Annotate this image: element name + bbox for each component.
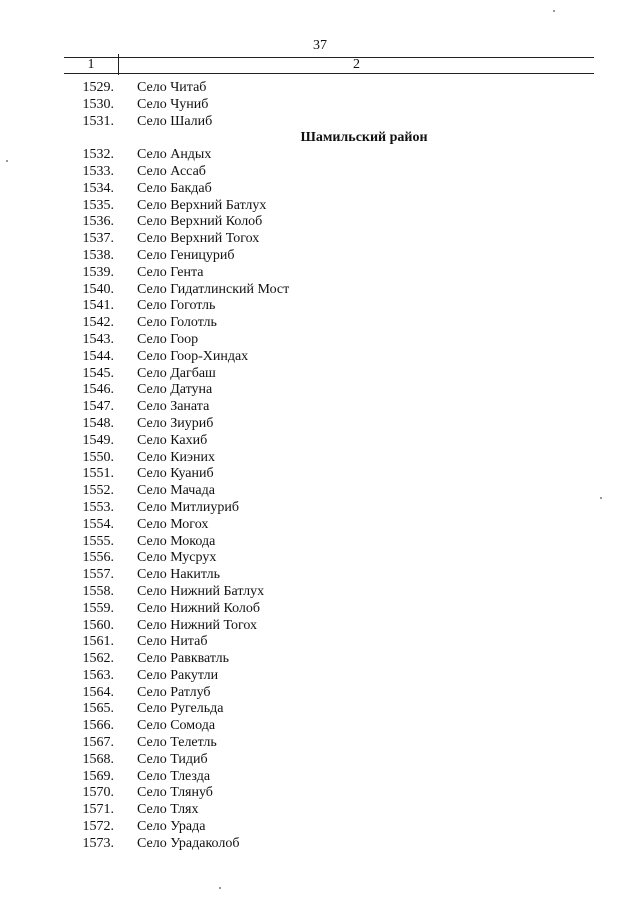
item-number: 1548. <box>82 415 114 431</box>
list-item <box>0 500 640 517</box>
page-number: 37 <box>313 38 327 53</box>
settlement-name: Село Андых <box>137 147 212 163</box>
settlement-name: Село Гоготль <box>137 298 216 314</box>
list-item <box>0 701 640 718</box>
item-number: 1545. <box>82 365 114 381</box>
settlement-name: Село Ракутли <box>137 667 219 683</box>
item-number: 1547. <box>82 399 114 415</box>
list-item <box>0 298 640 315</box>
settlement-name: Село Датуна <box>137 382 213 398</box>
settlement-name: Село Мусрух <box>137 550 217 566</box>
list-item <box>0 366 640 383</box>
list-item <box>0 80 640 97</box>
item-number: 1530. <box>82 96 114 112</box>
settlement-name: Село Нитаб <box>137 634 208 650</box>
list-item <box>0 349 640 366</box>
settlement-name: Село Заната <box>137 399 210 415</box>
list-item <box>0 181 640 198</box>
item-number: 1546. <box>82 382 114 398</box>
list-item <box>0 416 640 433</box>
item-number: 1553. <box>82 499 114 515</box>
item-number: 1537. <box>82 231 114 247</box>
item-number: 1559. <box>82 600 114 616</box>
settlement-name: Село Ругельда <box>137 701 224 717</box>
item-number: 1561. <box>82 634 114 650</box>
item-number: 1566. <box>82 718 114 734</box>
settlement-name: Село Читаб <box>137 80 207 95</box>
item-number: 1539. <box>82 264 114 280</box>
item-number: 1569. <box>82 768 114 784</box>
settlement-name: Село Бакдаб <box>137 180 212 196</box>
item-number: 1562. <box>82 651 114 667</box>
item-number: 1549. <box>82 432 114 448</box>
settlement-name: Село Нижний Колоб <box>137 600 261 616</box>
settlement-name: Село Телетль <box>137 735 217 751</box>
item-number: 1538. <box>82 247 114 263</box>
item-number: 1554. <box>82 516 114 532</box>
item-number: 1568. <box>82 751 114 767</box>
list-item <box>0 282 640 299</box>
settlement-name: Село Нижний Батлух <box>137 583 265 599</box>
list-item <box>0 97 640 114</box>
item-number: 1531. <box>82 113 114 129</box>
item-number: 1563. <box>82 667 114 683</box>
list-item <box>0 534 640 551</box>
list-item <box>0 315 640 332</box>
list-item <box>0 752 640 769</box>
list-item <box>0 567 640 584</box>
list-item <box>0 248 640 265</box>
settlement-name: Село Мачада <box>137 483 215 499</box>
settlement-name: Село Митлиуриб <box>137 499 240 515</box>
list-item <box>0 265 640 282</box>
item-number: 1573. <box>82 835 114 851</box>
list-item <box>0 399 640 416</box>
list-item <box>0 164 640 181</box>
settlement-name: Село Урада <box>137 819 206 835</box>
settlement-name: Село Верхний Батлух <box>137 197 267 213</box>
list-item <box>0 601 640 618</box>
list-item <box>0 332 640 349</box>
settlement-name: Село Голотль <box>137 315 217 331</box>
list-item <box>0 651 640 668</box>
settlement-name: Село Накитль <box>137 567 220 583</box>
item-number: 1552. <box>82 483 114 499</box>
item-number: 1534. <box>82 180 114 196</box>
item-number: 1555. <box>82 533 114 549</box>
list-item <box>0 584 640 601</box>
settlement-name: Село Чуниб <box>137 96 209 112</box>
settlement-name: Село Тлезда <box>137 768 211 784</box>
item-number: 1558. <box>82 583 114 599</box>
item-number: 1533. <box>82 163 114 179</box>
item-number: 1540. <box>82 281 114 297</box>
settlement-name: Село Нижний Тогох <box>137 617 258 633</box>
list-item <box>0 433 640 450</box>
settlement-name: Село Ассаб <box>137 163 206 179</box>
settlement-name: Село Геницуриб <box>137 247 235 263</box>
settlement-name: Село Куаниб <box>137 466 214 482</box>
item-number: 1570. <box>82 785 114 801</box>
settlement-name: Село Урадаколоб <box>137 835 240 851</box>
settlement-name: Село Равкватль <box>137 651 230 667</box>
list-item <box>0 198 640 215</box>
item-number: 1541. <box>82 298 114 314</box>
list-item <box>0 466 640 483</box>
list-item <box>0 785 640 802</box>
header-col-2: 2 <box>353 57 360 72</box>
list-item <box>0 114 640 131</box>
settlement-name: Село Тлянуб <box>137 785 213 801</box>
settlement-name: Село Киэних <box>137 449 216 465</box>
settlement-name: Село Шалиб <box>137 113 213 129</box>
item-number: 1560. <box>82 617 114 633</box>
settlement-name: Село Тидиб <box>137 751 208 767</box>
list-item <box>0 836 640 853</box>
item-number: 1556. <box>82 550 114 566</box>
list-item <box>0 231 640 248</box>
settlement-name: Село Ратлуб <box>137 684 211 700</box>
settlement-name: Село Мокода <box>137 533 216 549</box>
item-number: 1567. <box>82 735 114 751</box>
list-item <box>0 550 640 567</box>
item-number: 1532. <box>82 147 114 163</box>
item-number: 1572. <box>82 819 114 835</box>
item-number: 1529. <box>82 80 114 95</box>
item-number: 1535. <box>82 197 114 213</box>
settlement-name: Село Гоор <box>137 331 199 347</box>
list-item <box>0 618 640 635</box>
settlement-name: Село Гоор-Хиндах <box>137 348 249 364</box>
list-item <box>0 735 640 752</box>
list-item <box>0 769 640 786</box>
list-item <box>0 382 640 399</box>
settlement-list <box>0 80 640 853</box>
list-item <box>0 718 640 735</box>
settlement-name: Село Сомода <box>137 718 216 734</box>
settlement-name: Село Верхний Тогох <box>137 231 260 247</box>
settlement-name: Село Могох <box>137 516 209 532</box>
settlement-name: Село Зиуриб <box>137 415 214 431</box>
header-col-1: 1 <box>87 57 95 72</box>
settlement-name: Село Тлях <box>137 802 199 818</box>
item-number: 1544. <box>82 348 114 364</box>
item-number: 1557. <box>82 567 114 583</box>
settlement-name: Село Кахиб <box>137 432 208 448</box>
item-number: 1551. <box>82 466 114 482</box>
scan-speck <box>219 887 221 889</box>
scan-speck <box>600 497 602 499</box>
item-number: 1542. <box>82 315 114 331</box>
district-heading: Шамильский район <box>300 130 428 146</box>
list-item <box>0 802 640 819</box>
item-number: 1564. <box>82 684 114 700</box>
list-item <box>0 450 640 467</box>
scan-speck <box>6 160 8 162</box>
list-item <box>0 147 640 164</box>
item-number: 1543. <box>82 331 114 347</box>
scan-speck <box>553 10 555 12</box>
list-item <box>0 214 640 231</box>
list-item <box>0 668 640 685</box>
settlement-name: Село Дагбаш <box>137 365 216 381</box>
settlement-name: Село Верхний Колоб <box>137 214 263 230</box>
list-item <box>0 819 640 836</box>
list-item <box>0 685 640 702</box>
list-item <box>0 634 640 651</box>
item-number: 1550. <box>82 449 114 465</box>
item-number: 1536. <box>82 214 114 230</box>
table-header <box>64 57 594 74</box>
list-item <box>0 517 640 534</box>
item-number: 1571. <box>82 802 114 818</box>
item-number: 1565. <box>82 701 114 717</box>
settlement-name: Село Гидатлинский Мост <box>137 281 290 297</box>
settlement-name: Село Гента <box>137 264 204 280</box>
list-item <box>0 483 640 500</box>
district-heading-row <box>0 130 640 147</box>
